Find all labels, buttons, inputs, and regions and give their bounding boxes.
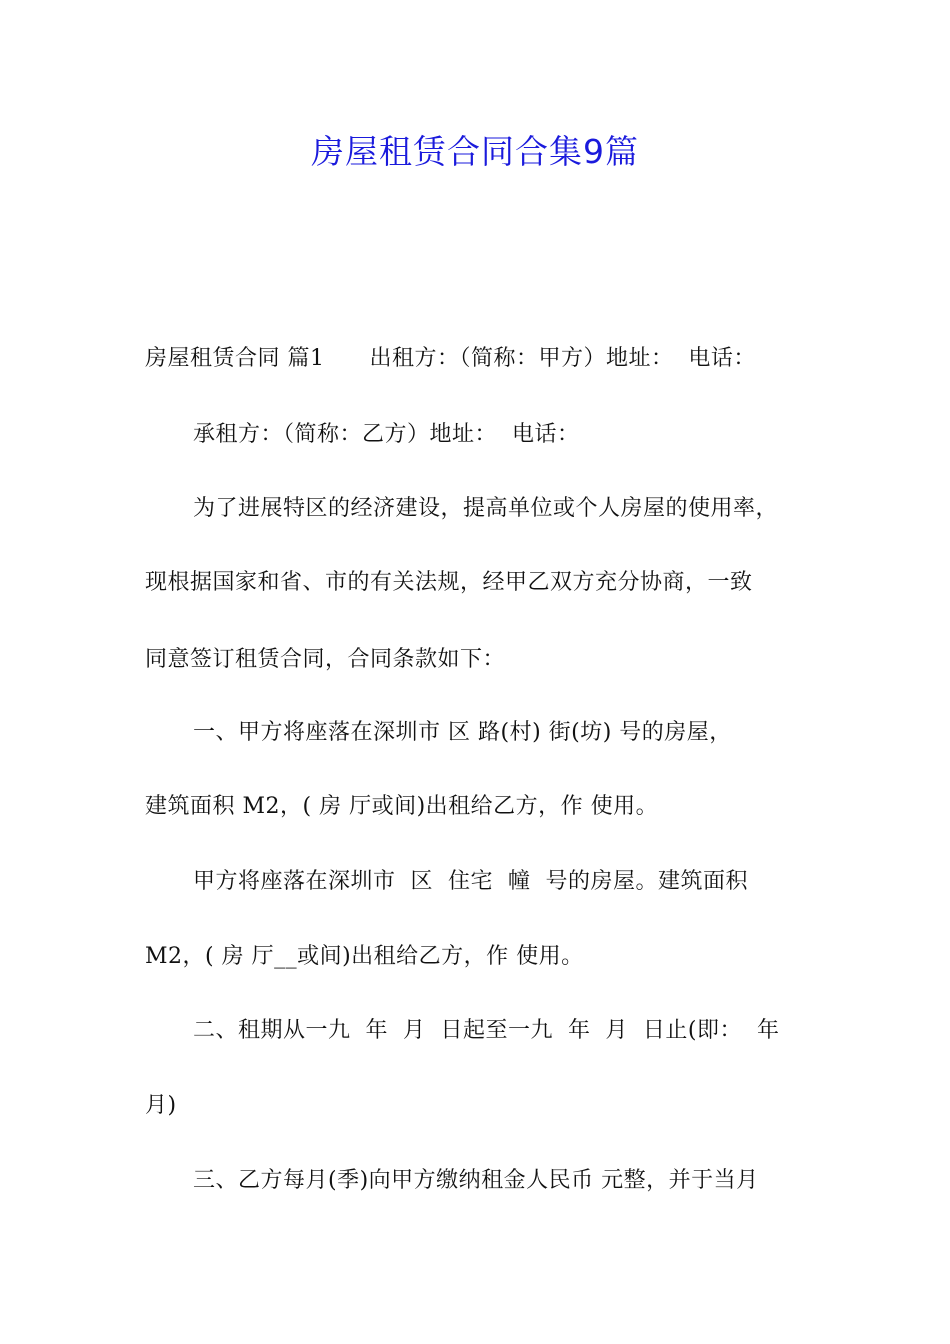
- clause-1-line: 建筑面积 M2，( 房 厅或间)出租给乙方，作 使用。: [145, 794, 659, 819]
- clause-2-line: 月): [145, 1093, 177, 1118]
- clause-2-line: 二、租期从一九 年 月 日起至一九 年 月 日止(即： 年: [193, 1018, 780, 1043]
- paragraph-line: 现根据国家和省、市的有关法规，经甲乙双方充分协商，一致: [145, 570, 753, 595]
- contract-heading-line: 房屋租赁合同 篇1 出租方：（简称：甲方）地址： 电话：: [145, 346, 756, 371]
- clause-3-line: 三、乙方每月(季)向甲方缴纳租金人民币 元整，并于当月: [193, 1168, 759, 1193]
- document-title: 房屋租赁合同合集9篇: [311, 132, 639, 171]
- clause-1-line: 一、甲方将座落在深圳市 区 路(村) 街(坊) 号的房屋，: [193, 720, 732, 745]
- paragraph-line: 为了进展特区的经济建设，提高单位或个人房屋的使用率，: [193, 496, 779, 521]
- clause-1-alt-line: M2，( 房 厅__或间)出租给乙方，作 使用。: [145, 944, 584, 969]
- lessee-line: 承租方：（简称：乙方）地址： 电话：: [193, 422, 580, 447]
- clause-1-alt-line: 甲方将座落在深圳市 区 住宅 幢 号的房屋。建筑面积: [193, 869, 748, 894]
- paragraph-line: 同意签订租赁合同，合同条款如下：: [145, 647, 506, 672]
